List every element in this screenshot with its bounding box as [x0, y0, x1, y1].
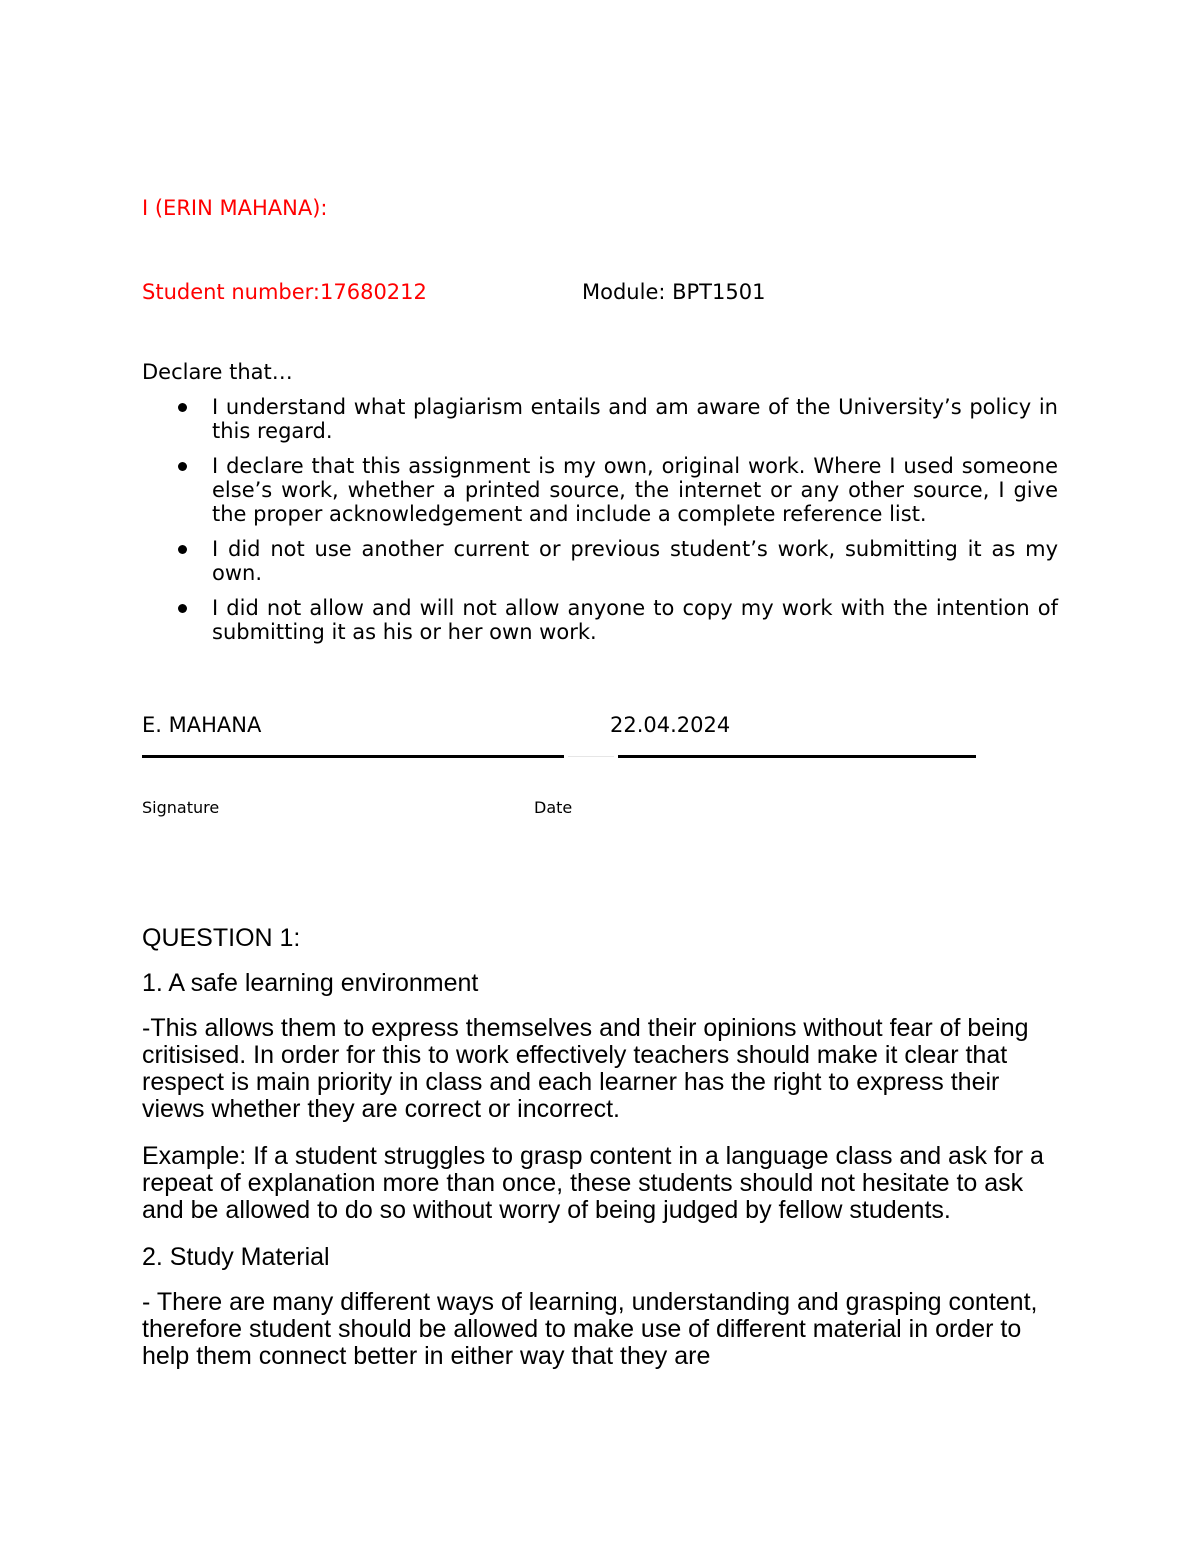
declaration-bullet — [142, 395, 1058, 443]
signature-name: E. MAHANA — [142, 713, 262, 737]
question-item-title: 1. A safe learning environment — [142, 969, 479, 997]
question-item-body: - There are many different ways of learning, understanding and grasping content, therefore student should be allowed to make use of different material in order to help them connect better in either way that they are — [142, 1288, 1038, 1370]
question-item-title: 2. Study Material — [142, 1243, 330, 1271]
question-item-example: Example: If a student struggles to grasp content in a language class and ask for a repeat of explanation more than once, these students should not hesitate to ask and be allowed to do so without worry of being judged by fellow students. — [142, 1142, 1044, 1224]
line-divider — [568, 756, 614, 757]
bullet-dot-icon — [178, 545, 187, 554]
date-label: Date — [534, 798, 573, 817]
module-code: Module: BPT1501 — [582, 280, 766, 304]
signature-date: 22.04.2024 — [610, 713, 731, 737]
declaration-bullet-text: I declare that this assignment is my own, original work. Where I used someone else’s work, whether a printed source, the internet or any other source, I give the proper acknowledgement and include a complete reference list. — [212, 454, 1058, 526]
declaration-bullet-text: I did not allow and will not allow anyone to copy my work with the intention of submitting it as his or her own work. — [212, 596, 1058, 644]
declaration-bullet — [142, 454, 1058, 526]
declaration-bullet-list — [142, 395, 1058, 655]
question-item-body: -This allows them to express themselves and their opinions without fear of being critisised. In order for this to work effectively teachers should make it clear that respect is main priority in class and each learner has the right to express their views whether they are correct or incorrect. — [142, 1014, 1029, 1123]
declare-that-text: Declare that… — [142, 360, 293, 384]
question-heading: QUESTION 1: — [142, 924, 301, 952]
question-section — [142, 925, 1062, 1390]
declaration-title: I (ERIN MAHANA): — [142, 196, 328, 220]
bullet-dot-icon — [178, 462, 187, 471]
declaration-bullet — [142, 596, 1058, 644]
declaration-bullet-text: I understand what plagiarism entails and am aware of the University’s policy in this regard. — [212, 395, 1058, 443]
declaration-bullet-text: I did not use another current or previous student’s work, submitting it as my own. — [212, 537, 1058, 585]
student-number: Student number:17680212 — [142, 280, 427, 304]
signature-line — [142, 755, 564, 758]
bullet-dot-icon — [178, 604, 187, 613]
declaration-bullet — [142, 537, 1058, 585]
signature-label: Signature — [142, 798, 220, 817]
date-line — [618, 755, 976, 758]
bullet-dot-icon — [178, 403, 187, 412]
